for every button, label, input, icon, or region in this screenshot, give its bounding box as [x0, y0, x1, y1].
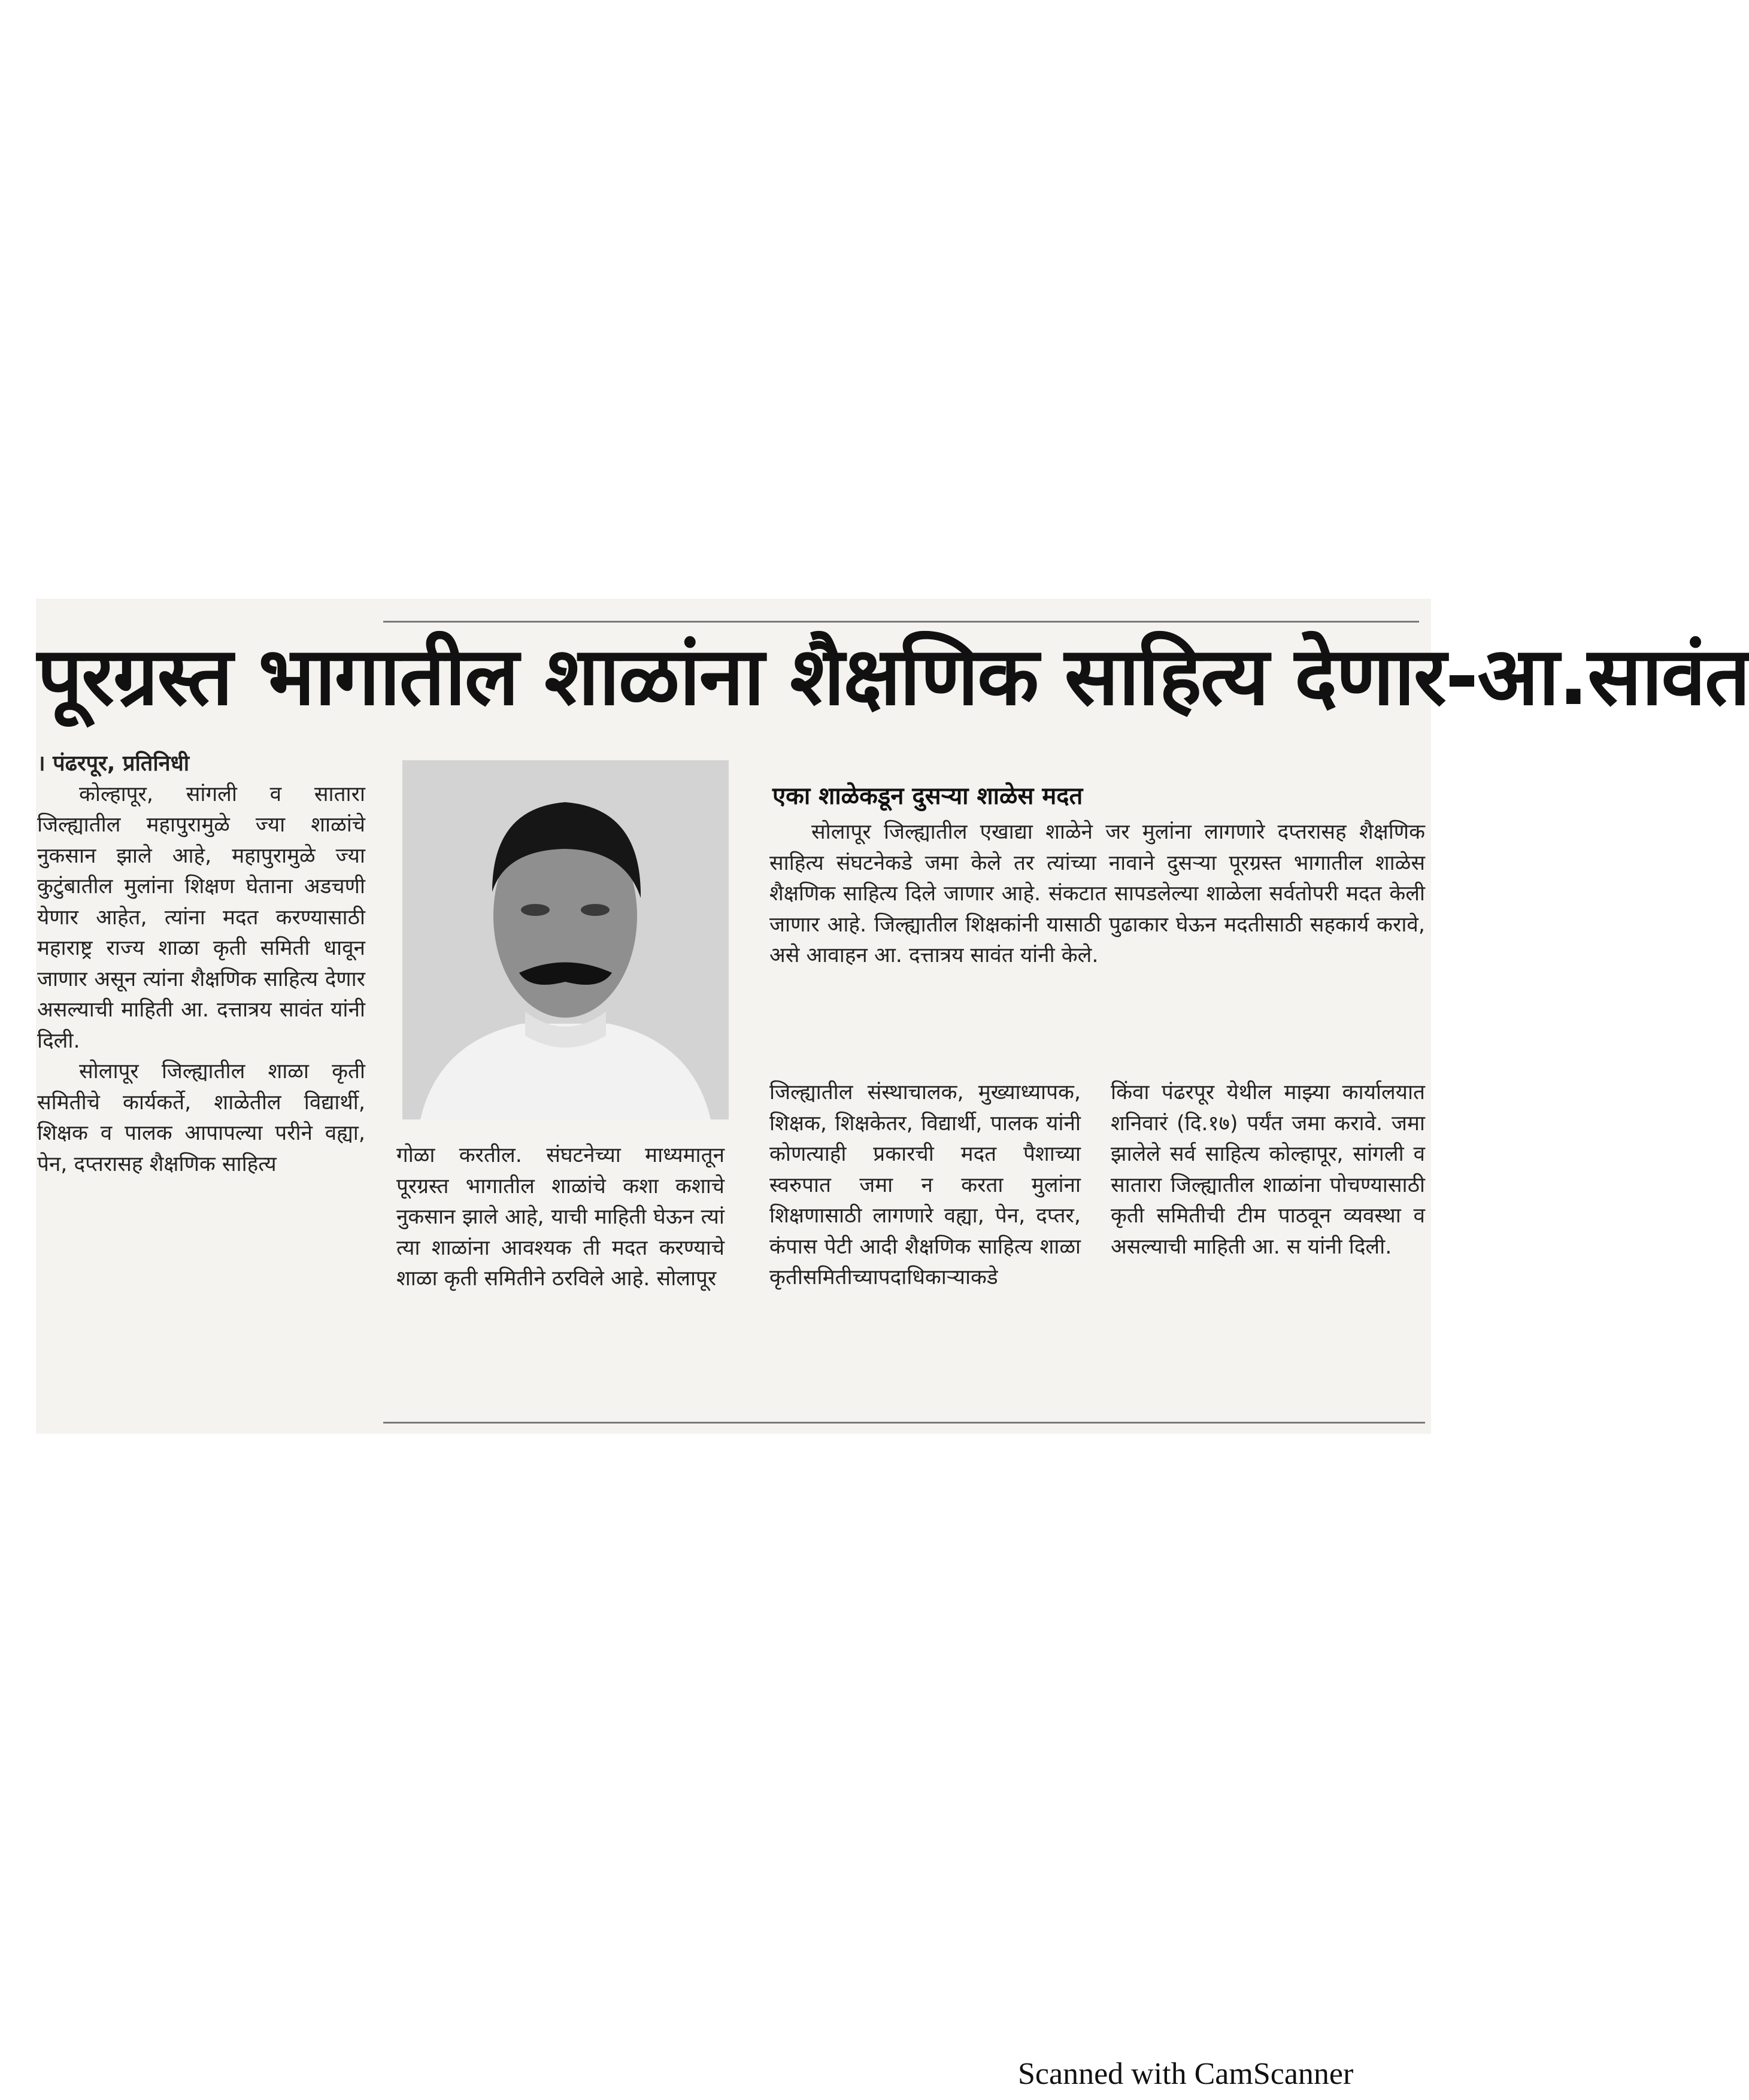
column-3 — [769, 1078, 1081, 1294]
box-paragraph-1: सोलापूर जिल्ह्यातील एखाद्या शाळेने जर मुलांना लागणारे दप्तरासह शैक्षणिक साहित्य संघटनेकडे जमा केले तर त्यांच्या नावाने दुसऱ्या पूरग्रस्त भागातील शाळेस शैक्षणिक साहित्य दिले जाणार आहे. संकटात सापडलेल्या शाळेला सर्वतोपरी मदत केली जाणार आहे. जिल्ह्यातील शिक्षकांनी यासाठी पुढाकार घेऊन मदतीसाठी सहकार्य करावे, असे आवाहन आ. दत्तात्रय सावंत यांनी केले. — [769, 820, 1425, 967]
portrait-image — [402, 760, 729, 1119]
bottom-rule — [383, 1422, 1425, 1424]
col1-paragraph-1: कोल्हापूर, सांगली व सातारा जिल्ह्यातील महापुरामुळे ज्या शाळांचे नुकसान झाले आहे, महापुरामुळे ज्या कुटुंबातील मुलांना शिक्षण घेताना अडचणी येणार आहेत, त्यांना मदत करण्यासाठी महाराष्ट्र राज्य शाळा कृती समिती धावून जाणार असून त्यांना शैक्षणिक साहित्य देणार असल्याची माहिती आ. दत्तात्रय सावंत यांनी दिली. — [37, 782, 365, 1053]
col1-paragraph-2: सोलापूर जिल्ह्यातील शाळा कृती समितीचे कार्यकर्ते, शाळेतील विद्यार्थी, शिक्षक व पालक आपापल्या परीने वह्या, पेन, दप्तरासह शैक्षणिक साहित्य — [37, 1060, 365, 1176]
portrait-photo — [402, 760, 729, 1119]
column-2 — [396, 1140, 725, 1295]
col3-paragraph-1: जिल्ह्यातील संस्थाचालक, मुख्याध्यापक, शिक्षक, शिक्षकेतर, विद्यार्थी, पालक यांनी कोणत्याही प्रकारची मदत पैशाच्या स्वरुपात जमा न करता मुलांना शिक्षणासाठी लागणारे वह्या, पेन, दप्तर, कंपास पेटी आदी शैक्षणिक साहित्य शाळा कृतीसमितीच्यापदाधिकाऱ्याकडे — [769, 1081, 1081, 1289]
col2-paragraph-1: गोळा करतील. संघटनेच्या माध्यमातून पूरग्रस्त भागातील शाळांचे कशा कशाचे नुकसान झाले आहे, याची माहिती घेऊन त्यां त्या शाळांना आवश्यक ती मदत करण्याचे शाळा कृती समितीने ठरविले आहे. सोलापूर — [396, 1143, 725, 1291]
headline: पूरग्रस्त भागातील शाळांना शैक्षणिक साहित्य देणार-आ.सावंत — [37, 630, 1749, 723]
col4-paragraph-1: किंवा पंढरपूर येथील माझ्या कार्यालयात शनिवारं (दि.१७) पर्यंत जमा करावे. जमा झालेले सर्व साहित्य कोल्हापूर, सांगली व सातारा जिल्ह्यातील शाळांना पोचण्यासाठी कृती समितीची टीम पाठवून व्यवस्था व असल्याची माहिती आ. स यांनी दिली. — [1111, 1081, 1425, 1259]
box-subhead: एका शाळेकडून दुसऱ्या शाळेस मदत — [772, 782, 1083, 810]
dateline: । पंढरपूर, प्रतिनिधी — [37, 751, 190, 776]
top-rule — [383, 621, 1419, 623]
column-4 — [1111, 1078, 1425, 1263]
camscanner-watermark: Scanned with CamScanner — [1018, 2057, 1354, 2091]
box-text — [769, 817, 1425, 972]
column-1 — [37, 748, 365, 1180]
